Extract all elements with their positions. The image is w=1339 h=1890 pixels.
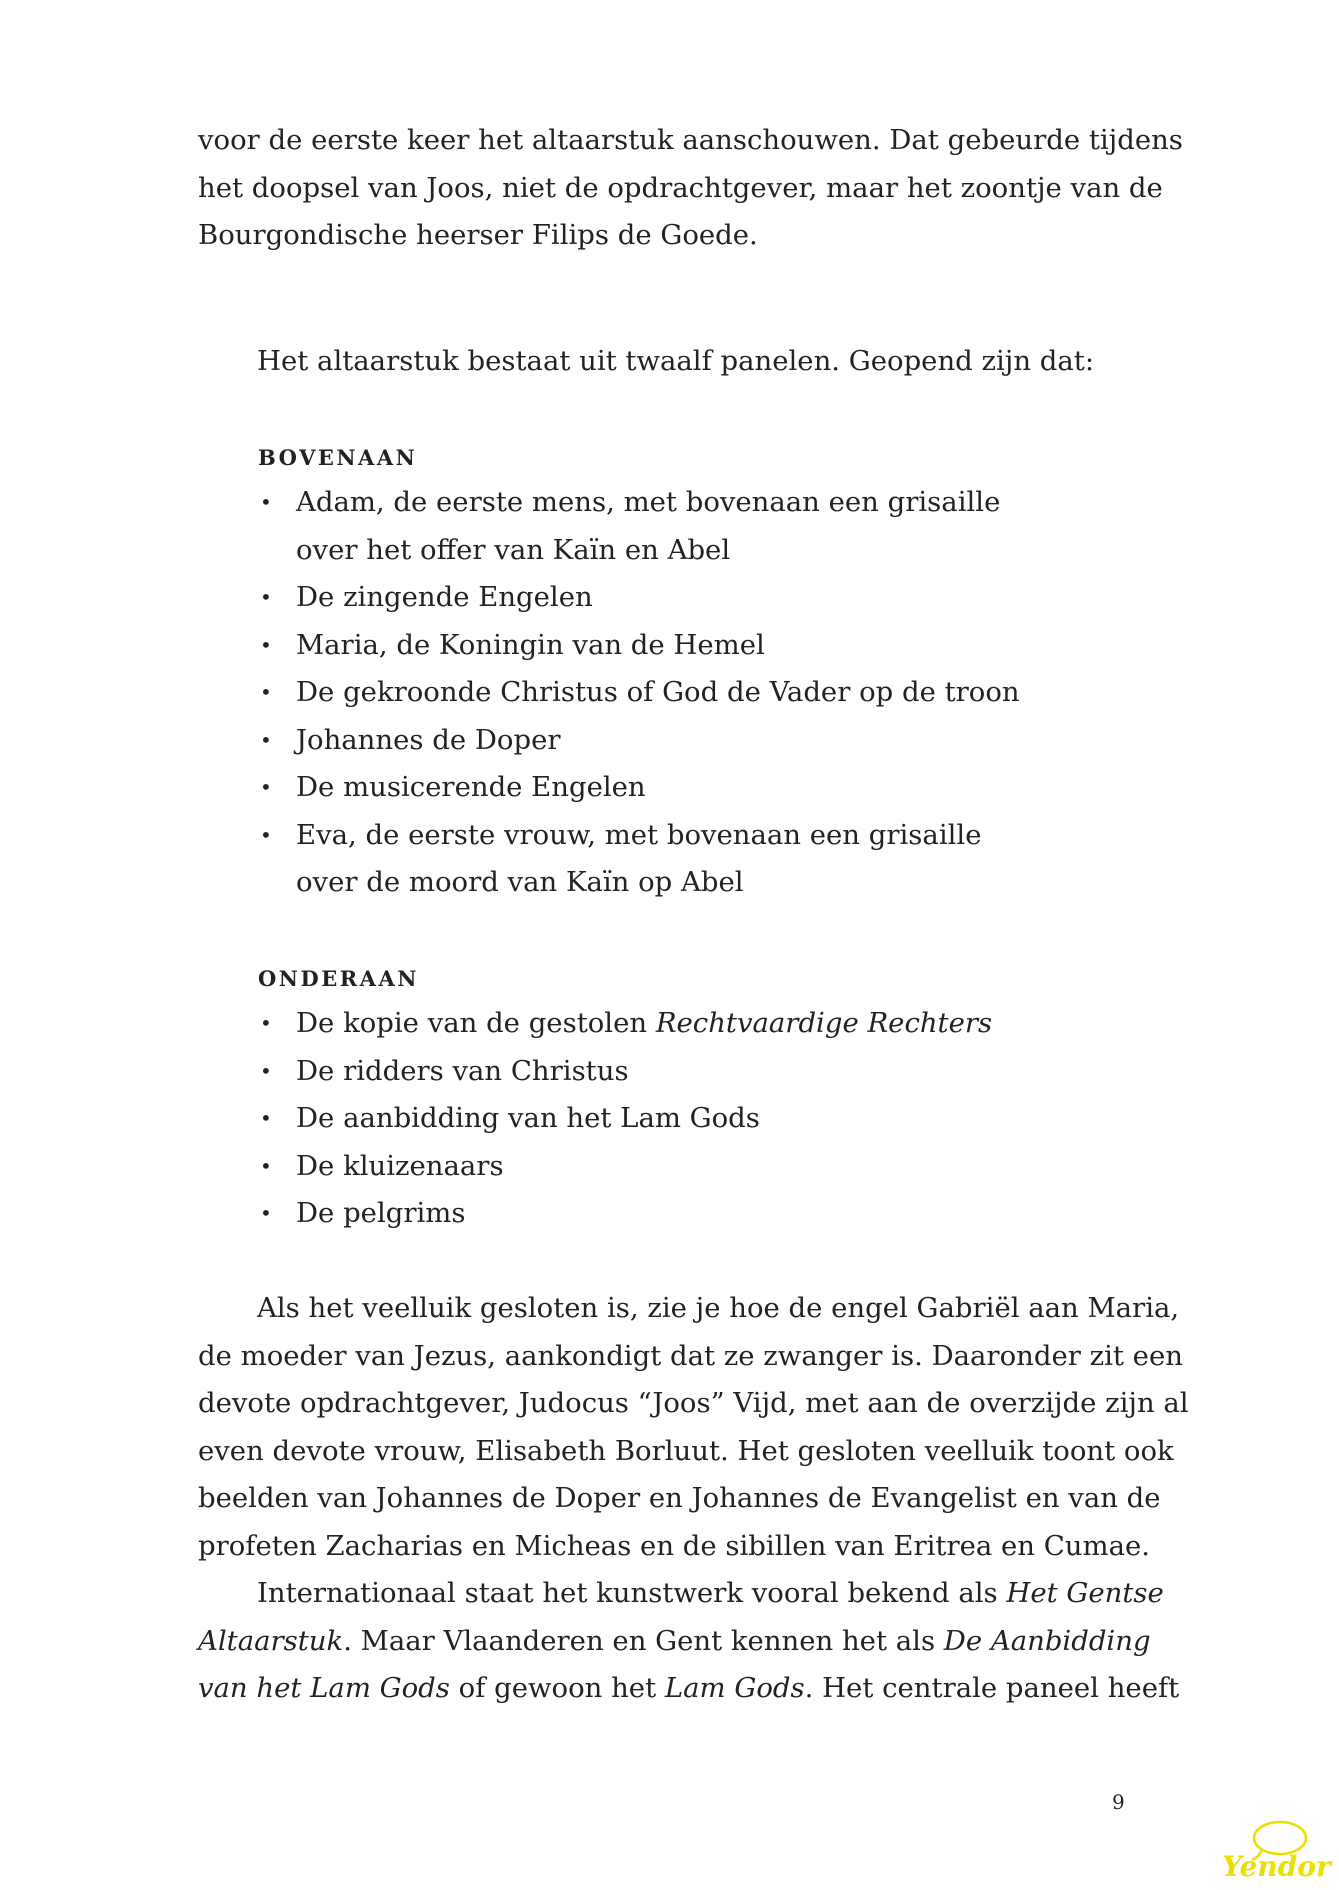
- text-line: De ridders van Christus: [296, 1054, 629, 1087]
- bullet-icon: •: [260, 1201, 272, 1225]
- text-line: Eva, de eerste vrouw, met bovenaan een grisaille: [296, 818, 982, 851]
- list-item: [258, 1095, 992, 1143]
- text-line: het doopsel van Joos, niet de opdrachtgever, maar het zoontje van de: [198, 171, 1163, 204]
- text-line: De gekroonde Christus of God de Vader op de troon: [296, 676, 1020, 708]
- list-item: [258, 812, 1020, 907]
- text-line: [198, 1665, 1198, 1713]
- list-item: [258, 622, 1020, 670]
- text-line: even devote vrouw, Elisabeth Borluut. Het gesloten veelluik toont ook: [198, 1434, 1174, 1467]
- text-line: De musicerende Engelen: [296, 771, 646, 803]
- list-item: [258, 1143, 992, 1191]
- text-line: devote opdrachtgever, Judocus “Joos” Vijd, met aan de overzijde zijn al: [198, 1387, 1189, 1419]
- text-line: [198, 1618, 1198, 1666]
- text-line: De zingende Engelen: [296, 581, 593, 613]
- text-line: De kluizenaars: [296, 1149, 504, 1182]
- text-line: beelden van Johannes de Doper en Johannes de Evangelist en van de: [198, 1482, 1161, 1514]
- text-run: of gewoon het: [449, 1672, 665, 1704]
- text-line: Als het veelluik gesloten is, zie je hoe de engel Gabriël aan Maria,: [257, 1292, 1180, 1324]
- list-item: [258, 574, 1020, 622]
- text-run: . Maar Vlaanderen en Gent kennen het als: [343, 1624, 944, 1657]
- italic-title: Lam Gods: [664, 1672, 805, 1704]
- bullet-icon: •: [260, 490, 272, 514]
- text-run: Internationaal staat het kunstwerk vooral bekend als: [257, 1577, 1007, 1609]
- text-run: De kopie van de gestolen: [296, 1007, 656, 1039]
- text-line: De aanbidding van het Lam Gods: [296, 1102, 760, 1134]
- list-item: [258, 1048, 992, 1096]
- list-item: [258, 717, 1020, 765]
- italic-title: Rechtvaardige Rechters: [655, 1007, 993, 1039]
- watermark-logo: [1218, 1812, 1336, 1884]
- panels-intro-paragraph: [198, 338, 1257, 386]
- text-line: [198, 1570, 1198, 1618]
- list-item: [258, 479, 1020, 574]
- list-item: [258, 764, 1020, 812]
- text-line: Johannes de Doper: [296, 723, 561, 756]
- onderaan-list: [258, 1000, 992, 1238]
- text-line: de moeder van Jezus, aankondigt dat ze zwanger is. Daaronder zit een: [198, 1339, 1183, 1372]
- text-line: [296, 1000, 992, 1048]
- text-line: profeten Zacharias en Micheas en de sibillen van Eritrea en Cumae.: [198, 1529, 1150, 1562]
- bullet-icon: •: [260, 822, 272, 847]
- list-item: [258, 1190, 992, 1238]
- intro-paragraph: [198, 117, 1198, 260]
- italic-title: Het Gentse: [1006, 1577, 1164, 1609]
- text-line: Bourgondische heerser Filips de Goede.: [198, 219, 758, 251]
- bullet-icon: •: [260, 1011, 272, 1035]
- bullet-icon: •: [260, 585, 272, 609]
- text-line: over het offer van Kaïn en Abel: [296, 533, 731, 566]
- text-line: Het altaarstuk bestaat uit twaalf panelen. Geopend zijn dat:: [257, 345, 1095, 377]
- bullet-icon: •: [260, 680, 272, 704]
- text-line: Adam, de eerste mens, met bovenaan een grisaille: [296, 486, 1001, 518]
- section-heading-bovenaan: BOVENAAN: [258, 445, 418, 470]
- text-line: over de moord van Kaïn op Abel: [296, 866, 744, 898]
- bullet-icon: •: [260, 727, 272, 752]
- text-line: Maria, de Koningin van de Hemel: [296, 628, 765, 661]
- text-line: De pelgrims: [296, 1197, 466, 1229]
- italic-title: van het Lam Gods: [198, 1672, 450, 1704]
- text-run: . Het centrale paneel heeft: [804, 1672, 1180, 1704]
- bullet-icon: •: [260, 775, 272, 799]
- bullet-icon: •: [260, 1153, 272, 1178]
- bullet-icon: •: [260, 1106, 272, 1130]
- text-line: voor de eerste keer het altaarstuk aanschouwen. Dat gebeurde tijdens: [198, 124, 1183, 156]
- page-number: 9: [1112, 1790, 1125, 1814]
- bullet-icon: •: [260, 1058, 272, 1083]
- bovenaan-list: [258, 479, 1020, 907]
- italic-title: De Aanbidding: [943, 1624, 1151, 1657]
- list-item: [258, 669, 1020, 717]
- bullet-icon: •: [260, 632, 272, 657]
- international-name-paragraph: [198, 1570, 1198, 1713]
- closed-altarpiece-paragraph: [198, 1285, 1198, 1570]
- watermark-text: Yendor: [1222, 1850, 1331, 1883]
- section-heading-onderaan: ONDERAAN: [258, 966, 419, 991]
- italic-title: Altaarstuk: [198, 1624, 344, 1657]
- list-item: [258, 1000, 992, 1048]
